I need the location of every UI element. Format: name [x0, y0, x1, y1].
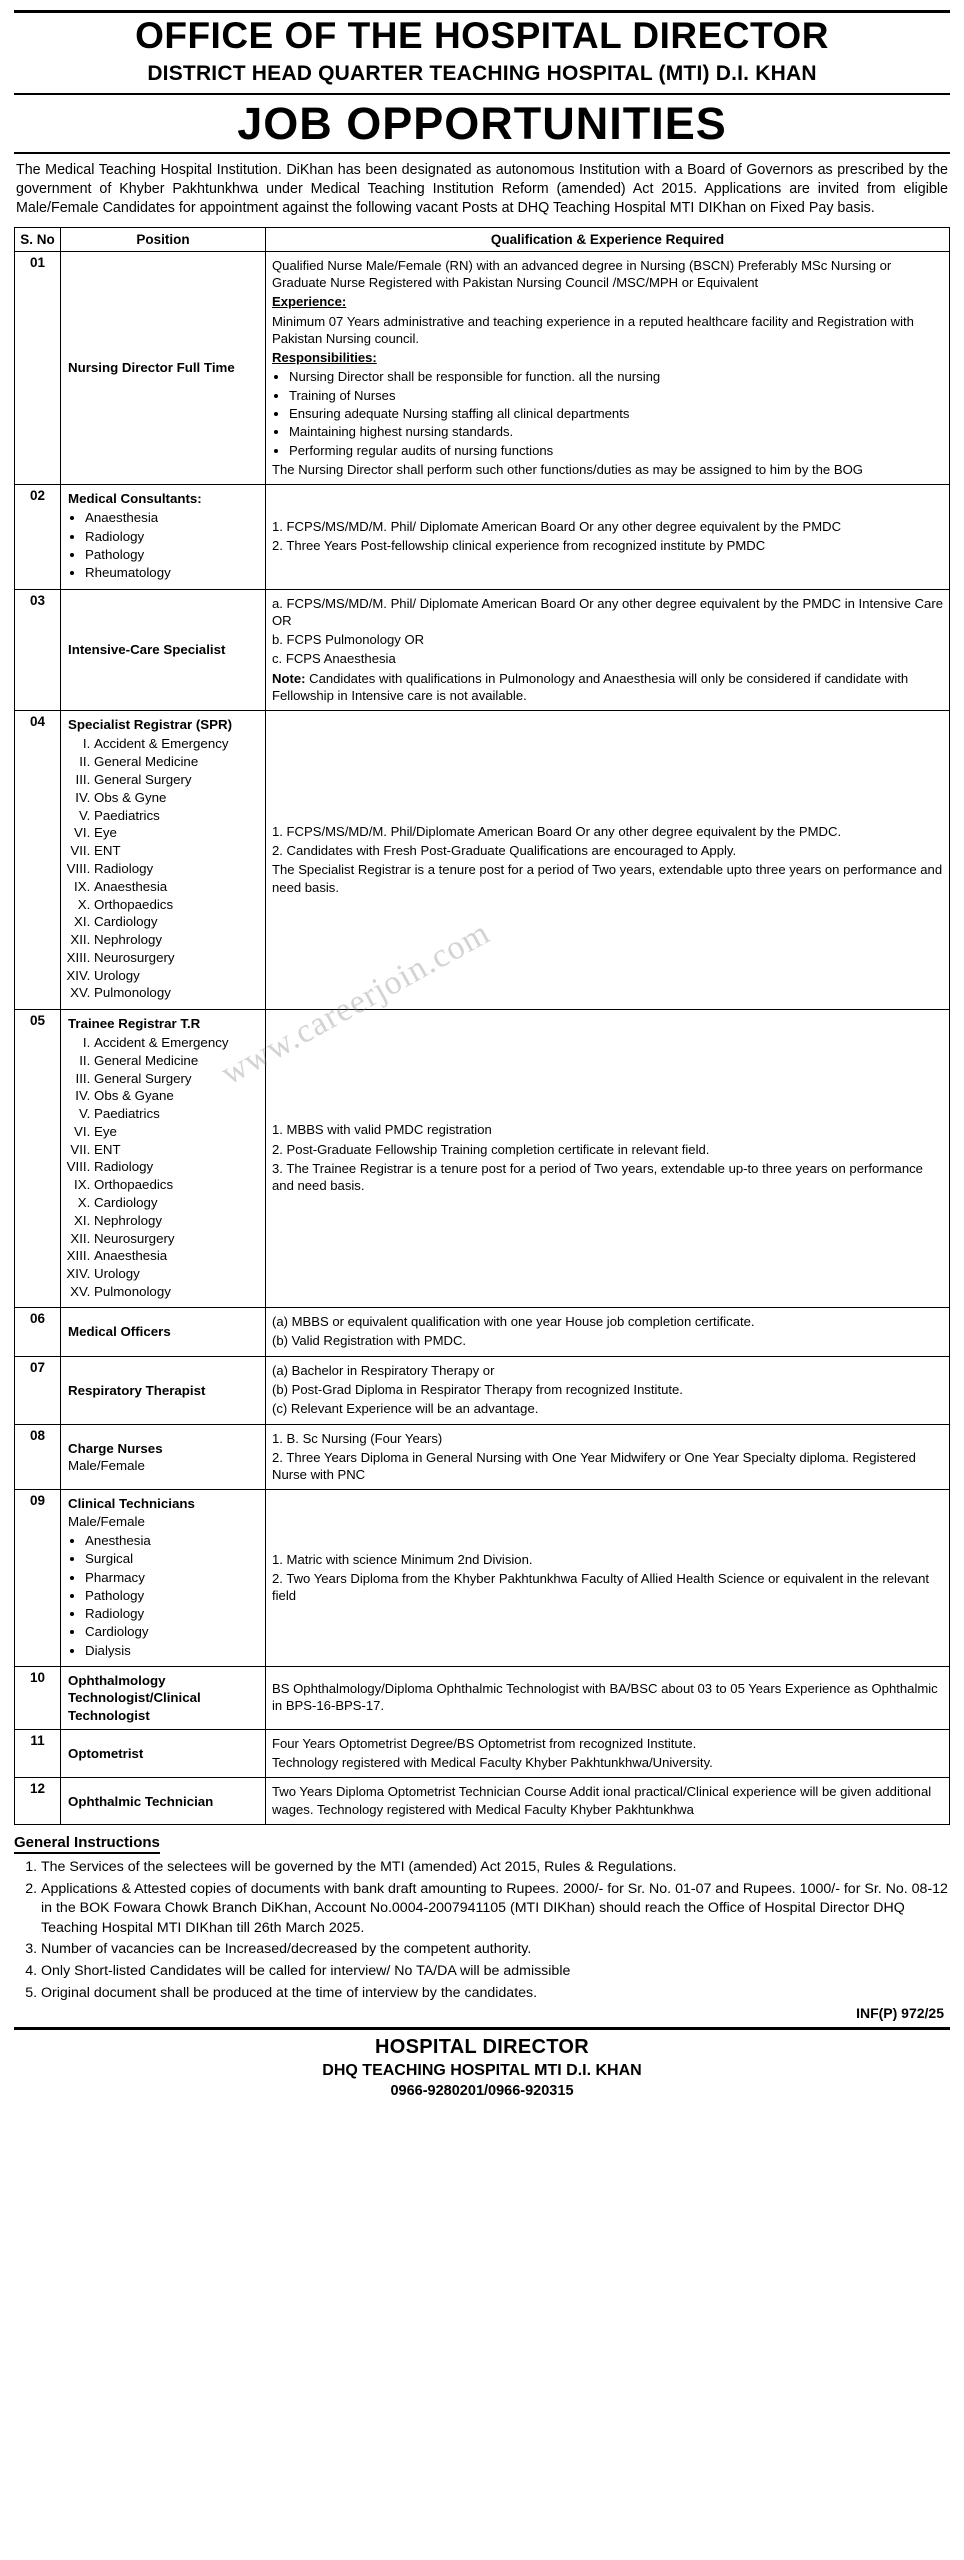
position-subtitle: Male/Female — [68, 1458, 145, 1474]
qual-line: (a) Bachelor in Respiratory Therapy or — [272, 1362, 495, 1378]
list-item: • Pharmacy — [85, 1569, 261, 1586]
qual-line: 1. Matric with science Minimum 2nd Division. — [272, 1551, 533, 1567]
row-sno: 10 — [15, 1666, 61, 1729]
qual-line: Four Years Optometrist Degree/BS Optometrist from recognized Institute. — [272, 1735, 697, 1751]
row-position — [61, 1356, 266, 1424]
page-title: OFFICE OF THE HOSPITAL DIRECTOR — [135, 15, 829, 56]
qual-intro: Qualified Nurse Male/Female (RN) with an advanced degree in Nursing (BSCN) Preferably MSc Nursing or Graduate Nurse Registered with Pakistan Nursing Council /MSC/MPH or Equivalent — [272, 257, 892, 291]
position-title: Nursing Director Full Time — [68, 360, 235, 376]
list-item: XI. Nephrology — [94, 1212, 261, 1229]
table-row — [15, 251, 950, 484]
list-item: • Anaesthesia — [85, 509, 261, 526]
list-item: I. Accident & Emergency — [94, 735, 261, 752]
qual-line: 2. Candidates with Fresh Post-Graduate Qualifications are encouraged to Apply. — [272, 843, 737, 859]
table-row — [15, 485, 950, 589]
table-row — [15, 589, 950, 711]
row-sno: 09 — [15, 1490, 61, 1667]
list-item: • Radiology — [85, 528, 261, 545]
responsibilities-list — [272, 368, 943, 458]
position-title: Optometrist — [68, 1745, 144, 1761]
watermark: www.careerjoin.com — [215, 914, 497, 1093]
list-item: • Training of Nurses — [289, 387, 943, 404]
row-qualification — [266, 589, 950, 711]
list-item: IX. Anaesthesia — [94, 878, 261, 895]
list-item: IV. Obs & Gyne — [94, 789, 261, 806]
table-row — [15, 1490, 950, 1667]
list-item: VIII. Radiology — [94, 1158, 261, 1175]
column-header-position: Position — [61, 227, 266, 251]
row-qualification — [266, 1009, 950, 1308]
list-item: V. Paediatrics — [94, 1105, 261, 1122]
qual-line: a. FCPS/MS/MD/M. Phil/ Diplomate American Board Or any other degree equivalent by the PMDC in Intensive Care OR — [272, 595, 943, 628]
qual-line: Technology registered with Medical Faculty Khyber Pakhtunkhwa/University. — [272, 1755, 713, 1771]
row-qualification — [266, 1424, 950, 1490]
list-item: VIII. Radiology — [94, 860, 261, 877]
intro-paragraph: The Medical Teaching Hospital Institution. DiKhan has been designated as autonomous Institution with a Board of Governors as prescribed by the government of Khyber Pakhtunkhwa under Medical Teaching Institution Reform (amended) Act 2015. Applications are invited from eligible Male/Female Candidates for appointment against the following vacant Posts at DHQ Teaching Hospital MTI DIKhan on Fixed Pay basis. — [16, 161, 948, 217]
table-header-row — [15, 227, 950, 251]
qual-closing: The Nursing Director shall perform such other functions/duties as may be assigned to him by the BOG — [272, 461, 863, 477]
table-row — [15, 1729, 950, 1778]
list-item: III. General Surgery — [94, 1070, 261, 1087]
footer-institution: DHQ TEACHING HOSPITAL MTI D.I. KHAN — [322, 2062, 642, 2080]
note-text: Candidates with qualifications in Pulmonology and Anaesthesia will only be considered if candidate with Fellowship in Intensive care is not available. — [272, 670, 909, 703]
position-title: Intensive-Care Specialist — [68, 642, 226, 658]
institution-name: DISTRICT HEAD QUARTER TEACHING HOSPITAL (MTI) D.I. KHAN — [147, 61, 817, 85]
row-position — [61, 1424, 266, 1490]
list-item: 1. The Services of the selectees will be governed by the MTI (amended) Act 2015, Rules & Regulations. — [41, 1858, 950, 1878]
list-item: II. General Medicine — [94, 1052, 261, 1069]
qual-line: c. FCPS Anaesthesia — [272, 651, 396, 667]
row-sno: 05 — [15, 1009, 61, 1308]
position-title: Specialist Registrar (SPR) — [68, 717, 233, 733]
qual-line: b. FCPS Pulmonology OR — [272, 632, 425, 648]
row-sno: 01 — [15, 251, 61, 484]
list-item: 2. Applications & Attested copies of documents with bank draft amounting to Rupees. 2000/- for Sr. No. 01-07 and Rupees. 1000/- for Sr. No. 08-12 in the BOK Fowara Chowk Branch DiKhan, Account No.0004-2007941105 (MTI DIKhan) should reach the Office of Hospital Director DHQ Teaching Hospital MTI DIKhan till 26th March 2025. — [41, 1880, 950, 1939]
list-item: 3. Number of vacancies can be Increased/decreased by the competent authority. — [41, 1940, 950, 1960]
list-item: XII. Neurosurgery — [94, 1230, 261, 1247]
list-item: XIII. Neurosurgery — [94, 949, 261, 966]
inf-reference: INF(P) 972/25 — [856, 2005, 944, 2022]
qual-line: (a) MBBS or equivalent qualification with one year House job completion certificate. — [272, 1314, 755, 1330]
qual-line: BS Ophthalmology/Diploma Ophthalmic Technologist with BA/BSC about 03 to 05 Years Experience as Ophthalmic in BPS-16-BPS-17. — [272, 1681, 938, 1714]
row-qualification — [266, 1308, 950, 1357]
responsibilities-label: Responsibilities: — [272, 350, 377, 366]
list-item: • Maintaining highest nursing standards. — [289, 423, 943, 440]
list-item: III. General Surgery — [94, 771, 261, 788]
list-item: XIV. Urology — [94, 967, 261, 984]
list-item: 4. Only Short-listed Candidates will be called for interview/ No TA/DA will be admissible — [41, 1962, 950, 1982]
table-row — [15, 1308, 950, 1357]
position-title: Ophthalmology Technologist/Clinical Technologist — [68, 1672, 201, 1723]
list-item: • Cardiology — [85, 1623, 261, 1640]
qual-line: 3. The Trainee Registrar is a tenure post for a period of Two years, extendable up-to three years on performance and need basis. — [272, 1160, 923, 1194]
list-item: • Radiology — [85, 1605, 261, 1622]
row-position — [61, 1729, 266, 1778]
row-position — [61, 589, 266, 711]
general-instructions-list — [14, 1858, 950, 2003]
qual-line: 2. Two Years Diploma from the Khyber Pakhtunkhwa Faculty of Allied Health Science or equivalent in the relevant field — [272, 1571, 929, 1604]
list-item: VI. Eye — [94, 824, 261, 841]
row-position — [61, 1778, 266, 1825]
list-item: I. Accident & Emergency — [94, 1034, 261, 1051]
qual-line: (c) Relevant Experience will be an advantage. — [272, 1401, 539, 1417]
position-subitems — [68, 1034, 261, 1300]
list-item: IV. Obs & Gyane — [94, 1087, 261, 1104]
row-sno: 03 — [15, 589, 61, 711]
row-sno: 04 — [15, 711, 61, 1010]
list-item: VII. ENT — [94, 1141, 261, 1158]
row-qualification — [266, 251, 950, 484]
list-item: VI. Eye — [94, 1123, 261, 1140]
row-qualification — [266, 1666, 950, 1729]
list-item: • Performing regular audits of nursing functions — [289, 442, 943, 459]
note-label: Note: — [272, 670, 306, 686]
qual-line: 2. Three Years Diploma in General Nursing with One Year Midwifery or One Year Specialty diploma. Registered Nurse with PNC — [272, 1449, 916, 1483]
list-item: IX. Orthopaedics — [94, 1176, 261, 1193]
list-item: • Pathology — [85, 1587, 261, 1604]
list-item: XIII. Anaesthesia — [94, 1247, 261, 1264]
position-title: Respiratory Therapist — [68, 1382, 206, 1398]
table-row — [15, 711, 950, 1010]
footer — [14, 2027, 950, 2099]
row-position — [61, 1308, 266, 1357]
footer-phone: 0966-9280201/0966-920315 — [390, 2083, 574, 2100]
row-sno: 06 — [15, 1308, 61, 1357]
row-sno: 07 — [15, 1356, 61, 1424]
row-sno: 08 — [15, 1424, 61, 1490]
list-item: V. Paediatrics — [94, 807, 261, 824]
list-item: • Pathology — [85, 546, 261, 563]
qual-line: 1. B. Sc Nursing (Four Years) — [272, 1430, 443, 1446]
position-title: Medical Officers — [68, 1324, 171, 1340]
list-item: XV. Pulmonology — [94, 984, 261, 1001]
row-position — [61, 1009, 266, 1308]
position-subtitle: Male/Female — [68, 1513, 145, 1529]
row-position — [61, 485, 266, 589]
jobs-table — [14, 227, 950, 1825]
table-row — [15, 1424, 950, 1490]
qual-line: 2. Three Years Post-fellowship clinical experience from recognized institute by PMDC — [272, 538, 766, 554]
footer-title: HOSPITAL DIRECTOR — [374, 2036, 589, 2059]
qual-line: (b) Post-Grad Diploma in Respirator Therapy from recognized Institute. — [272, 1382, 683, 1398]
row-position — [61, 1490, 266, 1667]
list-item: XII. Nephrology — [94, 931, 261, 948]
row-sno: 11 — [15, 1729, 61, 1778]
column-header-sno: S. No — [15, 227, 61, 251]
list-item: 5. Original document shall be produced at the time of interview by the candidates. — [41, 1984, 950, 2004]
row-qualification — [266, 1729, 950, 1778]
qual-line: The Specialist Registrar is a tenure post for a period of Two years, extendable upto three years on performance and need basis. — [272, 862, 943, 895]
qual-line: Two Years Diploma Optometrist Technician Course Addit ional practical/Clinical experience will be given additional wages. Technology registered with Medical Faculty Khyber Pakhtunkhwa — [272, 1784, 932, 1817]
qual-line: 1. MBBS with valid PMDC registration — [272, 1122, 492, 1138]
position-subitems — [68, 735, 261, 1001]
list-item: X. Orthopaedics — [94, 896, 261, 913]
position-title: Trainee Registrar T.R — [68, 1015, 201, 1031]
table-row — [15, 1009, 950, 1308]
list-item: X. Cardiology — [94, 1194, 261, 1211]
row-qualification — [266, 1778, 950, 1825]
qual-line: 1. FCPS/MS/MD/M. Phil/Diplomate American Board Or any other degree equivalent by the PMDC. — [272, 823, 842, 839]
qual-line: 2. Post-Graduate Fellowship Training completion certificate in relevant field. — [272, 1141, 710, 1157]
row-sno: 12 — [15, 1778, 61, 1825]
experience-text: Minimum 07 Years administrative and teaching experience in a reputed healthcare facility and Registration with Pakistan Nursing council. — [272, 313, 914, 346]
general-instructions-heading: General Instructions — [14, 1834, 160, 1854]
qual-line: (b) Valid Registration with PMDC. — [272, 1333, 467, 1349]
experience-label: Experience: — [272, 294, 347, 310]
list-item: II. General Medicine — [94, 753, 261, 770]
list-item: • Nursing Director shall be responsible for function. all the nursing — [289, 368, 943, 385]
row-qualification — [266, 1490, 950, 1667]
qual-line: 1. FCPS/MS/MD/M. Phil/ Diplomate American Board Or any other degree equivalent by the PMDC — [272, 519, 842, 535]
list-item: • Ensuring adequate Nursing staffing all clinical departments — [289, 405, 943, 422]
position-subitems — [68, 509, 261, 581]
table-row — [15, 1356, 950, 1424]
list-item: XI. Cardiology — [94, 913, 261, 930]
list-item: XV. Pulmonology — [94, 1283, 261, 1300]
header — [14, 13, 950, 154]
job-opportunities-banner: JOB OPPORTUNITIES — [237, 97, 727, 149]
list-item: • Rheumatology — [85, 564, 261, 581]
table-row — [15, 1778, 950, 1825]
position-title: Medical Consultants: — [68, 491, 202, 507]
row-qualification — [266, 1356, 950, 1424]
divider-2 — [14, 152, 950, 154]
list-item: XIV. Urology — [94, 1265, 261, 1282]
row-position — [61, 1666, 266, 1729]
row-qualification — [266, 711, 950, 1010]
position-title: Charge Nurses — [68, 1440, 163, 1456]
list-item: • Surgical — [85, 1550, 261, 1567]
row-position — [61, 711, 266, 1010]
row-position — [61, 251, 266, 484]
list-item: VII. ENT — [94, 842, 261, 859]
row-qualification — [266, 485, 950, 589]
position-subitems — [68, 1532, 261, 1659]
table-row — [15, 1666, 950, 1729]
position-title: Clinical Technicians — [68, 1496, 195, 1512]
row-sno: 02 — [15, 485, 61, 589]
position-title: Ophthalmic Technician — [68, 1793, 214, 1809]
list-item: • Dialysis — [85, 1642, 261, 1659]
divider-1 — [14, 93, 950, 95]
column-header-qualification: Qualification & Experience Required — [266, 227, 950, 251]
list-item: • Anesthesia — [85, 1532, 261, 1549]
